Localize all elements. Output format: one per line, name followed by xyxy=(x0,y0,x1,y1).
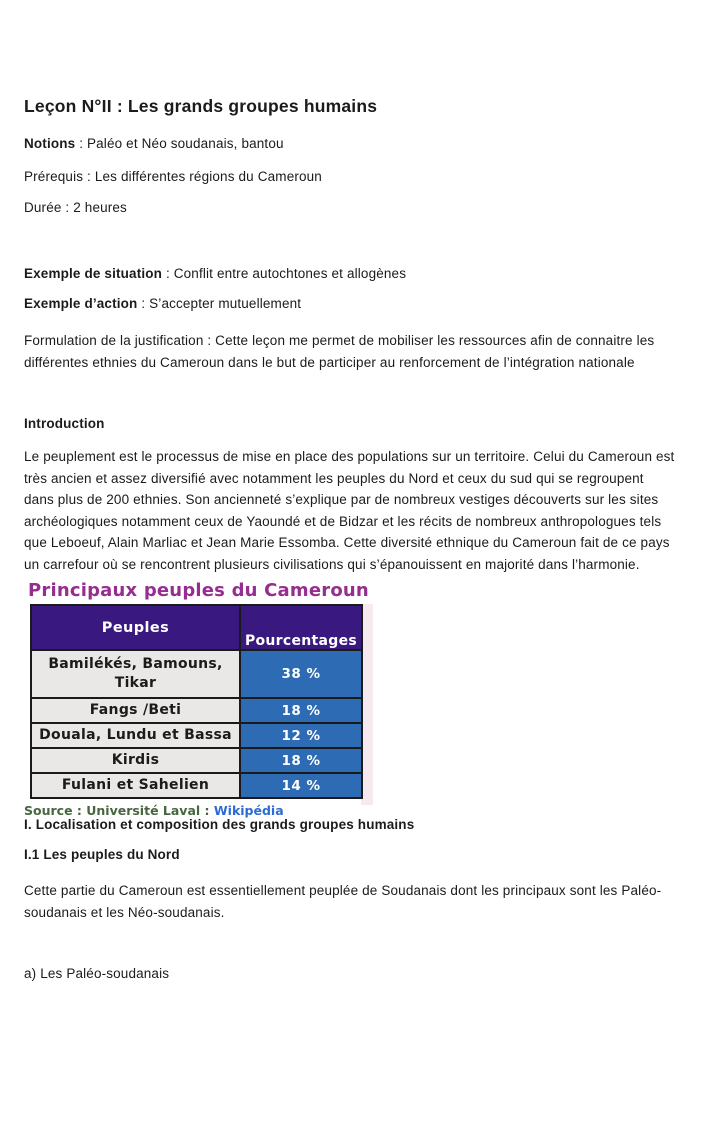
duree-line: Durée : 2 heures xyxy=(24,200,127,215)
intro-line-3: dans plus de 200 ethnies. Son ancienneté s’explique par de nombreux vestiges découverts sur les sites xyxy=(24,492,659,507)
table-row xyxy=(31,748,362,773)
section-1-1-paragraph xyxy=(24,880,661,923)
exemple-action-line xyxy=(24,296,301,312)
lesson-title: Leçon N°II : Les grands groupes humains xyxy=(24,96,378,116)
peoples-table-figure xyxy=(24,580,373,818)
section-para-line-2: soudanais et les Néo-soudanais. xyxy=(24,904,225,920)
people-name: Douala, Lundu et Bassa xyxy=(31,723,240,748)
formulation-line-1: Formulation de la justification : Cette leçon me permet de mobiliser les ressources afin de connaitre les xyxy=(24,333,655,348)
exemple-action-value: : S’accepter mutuellement xyxy=(137,296,302,311)
table-row xyxy=(31,773,362,798)
exemple-action-label: Exemple d’action xyxy=(24,296,138,311)
formulation-line-2: différentes ethnies du Cameroun dans le but de participer au renforcement de l’intégration nationale xyxy=(24,354,635,370)
exemple-situation-value: : Conflit entre autochtones et allogènes xyxy=(162,266,407,281)
intro-line-4: archéologiques notamment ceux de Yaoundé et de Bidzar et les récits de nombreux anthropologues tels xyxy=(24,513,662,529)
notions-label: Notions xyxy=(24,136,76,151)
people-percentage: 12 % xyxy=(240,723,362,748)
table-row xyxy=(31,650,362,698)
column-header-pourcentages: Pourcentages xyxy=(240,605,362,650)
section-1-1-subheading: I.1 Les peuples du Nord xyxy=(24,847,180,862)
people-percentage: 18 % xyxy=(240,748,362,773)
table-header-row xyxy=(31,605,362,650)
people-percentage: 18 % xyxy=(240,698,362,723)
intro-line-1: Le peuplement est le processus de mise en place des populations sur un territoire. Celui du Cameroun est xyxy=(24,449,675,464)
table-row xyxy=(31,698,362,723)
prerequis-line: Prérequis : Les différentes régions du Cameroun xyxy=(24,169,322,184)
exemple-situation-label: Exemple de situation xyxy=(24,266,163,281)
column-header-peuples: Peuples xyxy=(31,605,240,650)
figure-source-wikipedia-link: Wikipédia xyxy=(213,803,284,818)
intro-line-5: que Leboeuf, Alain Marliac et Jean Marie Essomba. Cette diversité ethnique du Cameroun fait de ce pays xyxy=(24,535,670,550)
people-percentage: 14 % xyxy=(240,773,362,798)
notions-value: : Paléo et Néo soudanais, bantou xyxy=(75,136,284,151)
introduction-heading: Introduction xyxy=(24,416,105,431)
figure-title: Principaux peuples du Cameroun xyxy=(28,580,369,601)
introduction-paragraph xyxy=(24,446,674,575)
people-percentage: 38 % xyxy=(240,650,362,698)
people-name: Fulani et Sahelien xyxy=(31,773,240,798)
intro-line-6: un carrefour où se rencontrent plusieurs civilisations qui s’épanouissent en majorité dans l’harmonie. xyxy=(24,556,640,572)
intro-line-2: très ancien et assez diversifié avec notamment les peuples du Nord et ceux du sud qui se regroupent xyxy=(24,470,644,486)
item-a-paleo-soudanais: a) Les Paléo-soudanais xyxy=(24,966,170,981)
section-para-line-1: Cette partie du Cameroun est essentiellement peuplée de Soudanais dont les principaux sont les Paléo- xyxy=(24,883,662,898)
peoples-table xyxy=(30,604,363,799)
notions-line xyxy=(24,136,284,152)
section-1-heading: I. Localisation et composition des grands groupes humains xyxy=(24,817,415,832)
people-name: Fangs /Beti xyxy=(31,698,240,723)
table-row xyxy=(31,723,362,748)
formulation-paragraph xyxy=(24,330,654,373)
people-name: Kirdis xyxy=(31,748,240,773)
exemple-situation-line xyxy=(24,266,406,282)
figure-source-text: Source : Université Laval : xyxy=(24,803,214,818)
people-name: Bamilékés, Bamouns, Tikar xyxy=(31,650,240,698)
